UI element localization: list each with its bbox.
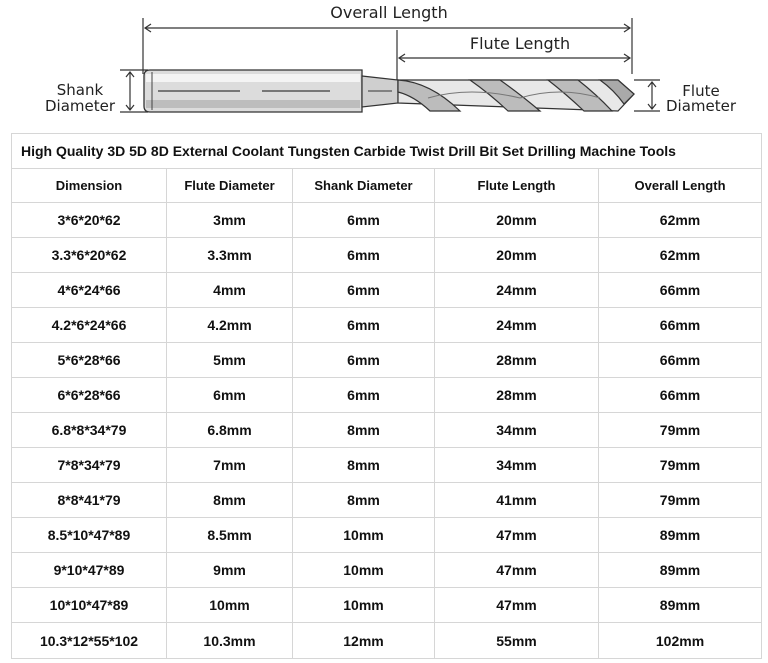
- shank-diameter-label-line2: Diameter: [44, 97, 116, 115]
- table-row: [12, 343, 762, 378]
- header-flute-diameter: Flute Diameter: [167, 169, 293, 203]
- cell-shank-diameter: 12mm: [293, 623, 435, 659]
- cell-overall-length: 62mm: [599, 238, 762, 273]
- cell-overall-length: 66mm: [599, 343, 762, 378]
- cell-flute-length: 47mm: [435, 588, 599, 623]
- overall-length-label: Overall Length: [330, 3, 448, 22]
- table-row: [12, 203, 762, 238]
- cell-flute-diameter: 4.2mm: [167, 308, 293, 343]
- cell-dimension: 4*6*24*66: [12, 273, 167, 308]
- cell-flute-diameter: 10.3mm: [167, 623, 293, 659]
- shank-diameter-label-line1: Shank: [56, 81, 104, 99]
- header-dimension: Dimension: [12, 169, 167, 203]
- cell-flute-diameter: 3.3mm: [167, 238, 293, 273]
- cell-overall-length: 79mm: [599, 483, 762, 518]
- cell-flute-length: 47mm: [435, 518, 599, 553]
- cell-shank-diameter: 6mm: [293, 238, 435, 273]
- cell-dimension: 8.5*10*47*89: [12, 518, 167, 553]
- cell-overall-length: 62mm: [599, 203, 762, 238]
- cell-overall-length: 66mm: [599, 308, 762, 343]
- table-row: [12, 518, 762, 553]
- cell-overall-length: 66mm: [599, 273, 762, 308]
- spec-table: [11, 133, 762, 659]
- cell-flute-diameter: 6.8mm: [167, 413, 293, 448]
- flute-length-label: Flute Length: [469, 34, 571, 53]
- cell-dimension: 6.8*8*34*79: [12, 413, 167, 448]
- drill-shank: [144, 70, 362, 112]
- cell-flute-diameter: 6mm: [167, 378, 293, 413]
- cell-flute-length: 41mm: [435, 483, 599, 518]
- cell-shank-diameter: 10mm: [293, 588, 435, 623]
- cell-dimension: 6*6*28*66: [12, 378, 167, 413]
- cell-dimension: 5*6*28*66: [12, 343, 167, 378]
- table-row: [12, 588, 762, 623]
- cell-dimension: 10.3*12*55*102: [12, 623, 167, 659]
- cell-flute-length: 47mm: [435, 553, 599, 588]
- drill-bit-diagram: [0, 0, 768, 132]
- cell-overall-length: 66mm: [599, 378, 762, 413]
- cell-flute-diameter: 7mm: [167, 448, 293, 483]
- cell-flute-length: 55mm: [435, 623, 599, 659]
- header-overall-length: Overall Length: [599, 169, 762, 203]
- cell-shank-diameter: 8mm: [293, 483, 435, 518]
- table-row: [12, 623, 762, 659]
- cell-dimension: 10*10*47*89: [12, 588, 167, 623]
- cell-flute-length: 28mm: [435, 378, 599, 413]
- drill-neck: [362, 76, 398, 107]
- cell-flute-diameter: 4mm: [167, 273, 293, 308]
- cell-shank-diameter: 6mm: [293, 308, 435, 343]
- cell-shank-diameter: 6mm: [293, 203, 435, 238]
- table-title-row: [12, 134, 762, 169]
- cell-shank-diameter: 6mm: [293, 378, 435, 413]
- cell-shank-diameter: 10mm: [293, 518, 435, 553]
- flute-diameter-dimension: [634, 80, 660, 111]
- header-flute-length: Flute Length: [435, 169, 599, 203]
- cell-flute-length: 28mm: [435, 343, 599, 378]
- cell-shank-diameter: 8mm: [293, 413, 435, 448]
- cell-dimension: 3*6*20*62: [12, 203, 167, 238]
- cell-flute-diameter: 9mm: [167, 553, 293, 588]
- cell-shank-diameter: 10mm: [293, 553, 435, 588]
- cell-overall-length: 79mm: [599, 413, 762, 448]
- table-row: [12, 308, 762, 343]
- cell-overall-length: 102mm: [599, 623, 762, 659]
- cell-dimension: 9*10*47*89: [12, 553, 167, 588]
- cell-dimension: 7*8*34*79: [12, 448, 167, 483]
- cell-flute-length: 34mm: [435, 413, 599, 448]
- flute-diameter-label-line1: Flute: [682, 82, 720, 100]
- cell-flute-diameter: 3mm: [167, 203, 293, 238]
- table-row: [12, 238, 762, 273]
- cell-shank-diameter: 6mm: [293, 273, 435, 308]
- cell-flute-length: 34mm: [435, 448, 599, 483]
- cell-flute-length: 20mm: [435, 203, 599, 238]
- cell-flute-diameter: 8mm: [167, 483, 293, 518]
- cell-flute-length: 20mm: [435, 238, 599, 273]
- cell-dimension: 4.2*6*24*66: [12, 308, 167, 343]
- cell-overall-length: 89mm: [599, 588, 762, 623]
- header-shank-diameter: Shank Diameter: [293, 169, 435, 203]
- cell-shank-diameter: 6mm: [293, 343, 435, 378]
- cell-flute-length: 24mm: [435, 273, 599, 308]
- table-row: [12, 413, 762, 448]
- table-title: High Quality 3D 5D 8D External Coolant Tungsten Carbide Twist Drill Bit Set Drilling Machine Tools: [12, 134, 762, 169]
- cell-dimension: 8*8*41*79: [12, 483, 167, 518]
- table-header-row: [12, 169, 762, 203]
- cell-flute-diameter: 5mm: [167, 343, 293, 378]
- table-row: [12, 483, 762, 518]
- table-row: [12, 273, 762, 308]
- flute-diameter-label-line2: Diameter: [665, 97, 737, 115]
- cell-dimension: 3.3*6*20*62: [12, 238, 167, 273]
- cell-overall-length: 79mm: [599, 448, 762, 483]
- cell-flute-diameter: 10mm: [167, 588, 293, 623]
- table-row: [12, 553, 762, 588]
- drill-flutes: [398, 80, 634, 111]
- cell-overall-length: 89mm: [599, 518, 762, 553]
- cell-flute-diameter: 8.5mm: [167, 518, 293, 553]
- cell-overall-length: 89mm: [599, 553, 762, 588]
- table-row: [12, 378, 762, 413]
- table-row: [12, 448, 762, 483]
- cell-shank-diameter: 8mm: [293, 448, 435, 483]
- cell-flute-length: 24mm: [435, 308, 599, 343]
